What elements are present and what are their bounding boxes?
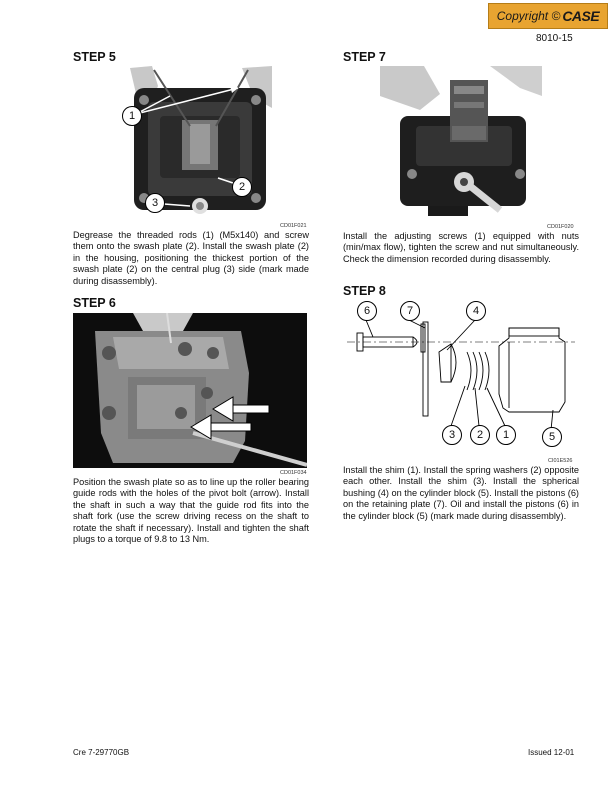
callout-7: 7 — [400, 301, 420, 321]
step7-caption: CD01F020 — [547, 224, 574, 230]
step7-text: Install the adjusting screws (1) equipped with nuts (min/max flow), tighten the screw and nut simultaneously. Check the dimension recorded during disassembly. — [343, 231, 579, 264]
step5-title: STEP 5 — [73, 50, 116, 64]
step5-caption: CD01F021 — [280, 223, 307, 229]
step5-text: Degrease the threaded rods (1) (M5x140) and screw them onto the swash plate (2). Install the swash plate (2) in the housing, positioning the thickest portion of the swash plate (2) on the central plug (3) side (mark made during disassembly). — [73, 230, 309, 286]
callout-1: 1 — [122, 106, 142, 126]
callout-3-step8: 3 — [442, 425, 462, 445]
callout-2-step8: 2 — [470, 425, 490, 445]
case-logo: CASE — [562, 8, 600, 24]
callout-4: 4 — [466, 301, 486, 321]
step7-photo — [380, 66, 542, 216]
page-number: 8010-15 — [536, 33, 573, 44]
footer-doc-code: Cre 7-29770GB — [73, 748, 130, 757]
step6-title: STEP 6 — [73, 296, 116, 310]
step8-title: STEP 8 — [343, 284, 386, 298]
copyright-text: Copyright © — [496, 9, 561, 23]
step7-title: STEP 7 — [343, 50, 386, 64]
callout-5: 5 — [542, 427, 562, 447]
copyright-badge — [488, 3, 608, 29]
step6-photo — [73, 313, 307, 468]
callout-6: 6 — [357, 301, 377, 321]
callout-1-step8: 1 — [496, 425, 516, 445]
step8-text: Install the shim (1). Install the spring washers (2) opposite each other. Install the shim (3). Install the spherical bushing (4) on the cylinder block (5). Install the pistons (6) on the retaining plate (7). Oil and install the pistons (6) in the cylinder block (5) (mark made during disassembly). — [343, 465, 579, 521]
step8-caption: CI01E526 — [548, 458, 573, 464]
step6-caption: CD01F034 — [280, 470, 307, 476]
callout-2: 2 — [232, 177, 252, 197]
callout-3: 3 — [145, 193, 165, 213]
footer-issued: Issued 12-01 — [528, 748, 575, 757]
step6-text: Position the swash plate so as to line up the roller bearing guide rods with the holes of the pivot bolt (arrow). Install the shaft in such a way that the guide rod fits into the shaft fork (use the screw driving recess on the shaft to rotate the shaft if necessary). Install and tighten the shaft plugs to a torque of 9.8 to 13 Nm. — [73, 477, 309, 545]
